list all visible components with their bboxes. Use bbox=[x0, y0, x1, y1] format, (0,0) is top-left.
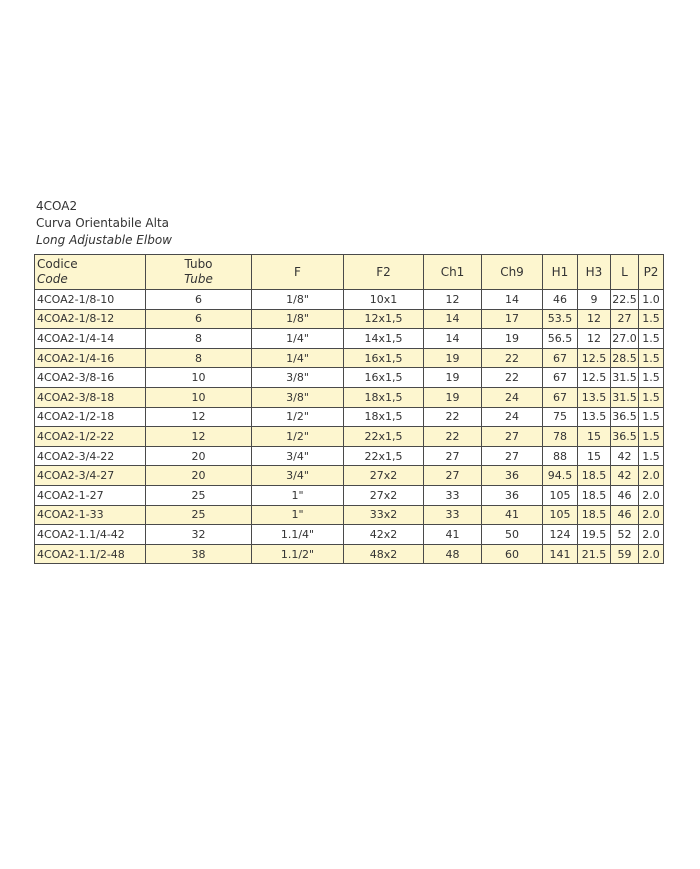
cell-ch1: 19 bbox=[424, 348, 482, 368]
cell-ch9: 36 bbox=[482, 466, 543, 486]
table-row bbox=[35, 329, 664, 349]
cell-tube: 32 bbox=[146, 525, 252, 545]
cell-code: 4COA2-1/2-22 bbox=[35, 427, 146, 447]
cell-p2: 1.0 bbox=[639, 290, 664, 310]
cell-ch1: 27 bbox=[424, 446, 482, 466]
cell-f2: 27x2 bbox=[344, 485, 424, 505]
cell-f2: 18x1,5 bbox=[344, 387, 424, 407]
cell-tube: 8 bbox=[146, 329, 252, 349]
cell-l: 22.5 bbox=[611, 290, 639, 310]
cell-h1: 46 bbox=[543, 290, 578, 310]
table-row bbox=[35, 290, 664, 310]
cell-code: 4COA2-1/8-12 bbox=[35, 309, 146, 329]
cell-p2: 2.0 bbox=[639, 505, 664, 525]
cell-ch1: 41 bbox=[424, 525, 482, 545]
table-row bbox=[35, 348, 664, 368]
cell-f: 3/4" bbox=[252, 466, 344, 486]
cell-tube: 25 bbox=[146, 505, 252, 525]
cell-l: 36.5 bbox=[611, 407, 639, 427]
table-row bbox=[35, 544, 664, 564]
header-ch1: Ch1 bbox=[424, 255, 482, 290]
cell-ch9: 50 bbox=[482, 525, 543, 545]
table-header-row bbox=[35, 255, 664, 290]
cell-l: 59 bbox=[611, 544, 639, 564]
cell-p2: 1.5 bbox=[639, 387, 664, 407]
cell-ch9: 19 bbox=[482, 329, 543, 349]
cell-h3: 9 bbox=[578, 290, 611, 310]
specification-table bbox=[34, 254, 664, 564]
cell-tube: 6 bbox=[146, 309, 252, 329]
cell-f: 1.1/2" bbox=[252, 544, 344, 564]
cell-f: 1/4" bbox=[252, 329, 344, 349]
cell-tube: 38 bbox=[146, 544, 252, 564]
table-row bbox=[35, 407, 664, 427]
cell-tube: 12 bbox=[146, 407, 252, 427]
cell-f2: 18x1,5 bbox=[344, 407, 424, 427]
header-f: F bbox=[252, 255, 344, 290]
table-row bbox=[35, 309, 664, 329]
cell-code: 4COA2-3/8-18 bbox=[35, 387, 146, 407]
cell-ch9: 14 bbox=[482, 290, 543, 310]
cell-ch1: 14 bbox=[424, 309, 482, 329]
cell-p2: 1.5 bbox=[639, 407, 664, 427]
cell-ch1: 14 bbox=[424, 329, 482, 349]
cell-ch1: 19 bbox=[424, 368, 482, 388]
cell-f2: 42x2 bbox=[344, 525, 424, 545]
cell-f: 1" bbox=[252, 485, 344, 505]
cell-ch9: 27 bbox=[482, 446, 543, 466]
cell-f2: 16x1,5 bbox=[344, 348, 424, 368]
cell-h1: 53.5 bbox=[543, 309, 578, 329]
header-l: L bbox=[611, 255, 639, 290]
cell-l: 28.5 bbox=[611, 348, 639, 368]
cell-p2: 2.0 bbox=[639, 466, 664, 486]
cell-h1: 105 bbox=[543, 485, 578, 505]
cell-f: 1.1/4" bbox=[252, 525, 344, 545]
table-row bbox=[35, 446, 664, 466]
cell-tube: 12 bbox=[146, 427, 252, 447]
cell-h1: 124 bbox=[543, 525, 578, 545]
cell-h1: 88 bbox=[543, 446, 578, 466]
product-name-english: Long Adjustable Elbow bbox=[36, 233, 172, 247]
cell-ch1: 12 bbox=[424, 290, 482, 310]
cell-ch9: 17 bbox=[482, 309, 543, 329]
cell-p2: 1.5 bbox=[639, 348, 664, 368]
cell-f2: 12x1,5 bbox=[344, 309, 424, 329]
header-ch9: Ch9 bbox=[482, 255, 543, 290]
cell-tube: 20 bbox=[146, 446, 252, 466]
cell-h1: 78 bbox=[543, 427, 578, 447]
cell-l: 36.5 bbox=[611, 427, 639, 447]
cell-ch1: 27 bbox=[424, 466, 482, 486]
cell-f2: 16x1,5 bbox=[344, 368, 424, 388]
cell-f: 1/2" bbox=[252, 407, 344, 427]
cell-code: 4COA2-1/4-14 bbox=[35, 329, 146, 349]
cell-ch1: 22 bbox=[424, 427, 482, 447]
cell-p2: 1.5 bbox=[639, 446, 664, 466]
table-row bbox=[35, 485, 664, 505]
cell-tube: 10 bbox=[146, 368, 252, 388]
cell-code: 4COA2-1/2-18 bbox=[35, 407, 146, 427]
table-row bbox=[35, 525, 664, 545]
cell-h1: 67 bbox=[543, 368, 578, 388]
cell-ch1: 48 bbox=[424, 544, 482, 564]
cell-ch1: 19 bbox=[424, 387, 482, 407]
cell-f: 1/4" bbox=[252, 348, 344, 368]
cell-h3: 18.5 bbox=[578, 466, 611, 486]
header-f2: F2 bbox=[344, 255, 424, 290]
product-heading bbox=[36, 198, 172, 249]
table-body bbox=[35, 290, 664, 564]
cell-code: 4COA2-1.1/2-48 bbox=[35, 544, 146, 564]
cell-h1: 67 bbox=[543, 348, 578, 368]
cell-l: 42 bbox=[611, 466, 639, 486]
cell-tube: 25 bbox=[146, 485, 252, 505]
cell-ch9: 22 bbox=[482, 348, 543, 368]
cell-p2: 1.5 bbox=[639, 329, 664, 349]
cell-f: 3/8" bbox=[252, 387, 344, 407]
cell-l: 46 bbox=[611, 485, 639, 505]
cell-f2: 48x2 bbox=[344, 544, 424, 564]
cell-l: 31.5 bbox=[611, 387, 639, 407]
cell-code: 4COA2-1-27 bbox=[35, 485, 146, 505]
cell-p2: 2.0 bbox=[639, 525, 664, 545]
cell-f: 3/8" bbox=[252, 368, 344, 388]
header-h1: H1 bbox=[543, 255, 578, 290]
table-row bbox=[35, 368, 664, 388]
table-row bbox=[35, 505, 664, 525]
cell-tube: 6 bbox=[146, 290, 252, 310]
cell-code: 4COA2-3/4-27 bbox=[35, 466, 146, 486]
cell-p2: 1.5 bbox=[639, 427, 664, 447]
cell-f2: 10x1 bbox=[344, 290, 424, 310]
cell-f: 1/2" bbox=[252, 427, 344, 447]
cell-f2: 27x2 bbox=[344, 466, 424, 486]
cell-h3: 18.5 bbox=[578, 485, 611, 505]
cell-ch9: 24 bbox=[482, 407, 543, 427]
table-row bbox=[35, 466, 664, 486]
cell-h3: 13.5 bbox=[578, 387, 611, 407]
cell-l: 42 bbox=[611, 446, 639, 466]
cell-h3: 15 bbox=[578, 427, 611, 447]
product-name-italian: Curva Orientabile Alta bbox=[36, 216, 170, 230]
cell-f2: 14x1,5 bbox=[344, 329, 424, 349]
cell-l: 27.0 bbox=[611, 329, 639, 349]
cell-l: 46 bbox=[611, 505, 639, 525]
header-p2: P2 bbox=[639, 255, 664, 290]
cell-code: 4COA2-1/8-10 bbox=[35, 290, 146, 310]
cell-ch1: 33 bbox=[424, 505, 482, 525]
cell-f: 1" bbox=[252, 505, 344, 525]
cell-f2: 22x1,5 bbox=[344, 427, 424, 447]
cell-p2: 1.5 bbox=[639, 309, 664, 329]
cell-l: 27 bbox=[611, 309, 639, 329]
header-code bbox=[35, 255, 146, 290]
cell-tube: 10 bbox=[146, 387, 252, 407]
cell-h3: 12 bbox=[578, 309, 611, 329]
cell-f: 3/4" bbox=[252, 446, 344, 466]
cell-code: 4COA2-3/4-22 bbox=[35, 446, 146, 466]
cell-tube: 8 bbox=[146, 348, 252, 368]
cell-code: 4COA2-1/4-16 bbox=[35, 348, 146, 368]
cell-ch1: 22 bbox=[424, 407, 482, 427]
header-tube-it: Tubo bbox=[184, 257, 213, 271]
cell-f: 1/8" bbox=[252, 290, 344, 310]
header-h3: H3 bbox=[578, 255, 611, 290]
cell-ch9: 41 bbox=[482, 505, 543, 525]
cell-ch1: 33 bbox=[424, 485, 482, 505]
cell-h3: 21.5 bbox=[578, 544, 611, 564]
cell-f2: 22x1,5 bbox=[344, 446, 424, 466]
table-row bbox=[35, 387, 664, 407]
cell-code: 4COA2-1-33 bbox=[35, 505, 146, 525]
cell-h1: 56.5 bbox=[543, 329, 578, 349]
cell-h3: 15 bbox=[578, 446, 611, 466]
header-code-en: Code bbox=[37, 272, 68, 286]
cell-ch9: 24 bbox=[482, 387, 543, 407]
cell-p2: 2.0 bbox=[639, 544, 664, 564]
cell-h3: 12.5 bbox=[578, 348, 611, 368]
header-tube bbox=[146, 255, 252, 290]
cell-ch9: 60 bbox=[482, 544, 543, 564]
cell-code: 4COA2-3/8-16 bbox=[35, 368, 146, 388]
cell-ch9: 22 bbox=[482, 368, 543, 388]
cell-h1: 75 bbox=[543, 407, 578, 427]
header-tube-en: Tube bbox=[184, 272, 213, 286]
cell-ch9: 36 bbox=[482, 485, 543, 505]
cell-f2: 33x2 bbox=[344, 505, 424, 525]
cell-h1: 141 bbox=[543, 544, 578, 564]
table-row bbox=[35, 427, 664, 447]
cell-h1: 94.5 bbox=[543, 466, 578, 486]
cell-h3: 13.5 bbox=[578, 407, 611, 427]
cell-l: 31.5 bbox=[611, 368, 639, 388]
header-code-it: Codice bbox=[37, 257, 78, 271]
cell-h1: 67 bbox=[543, 387, 578, 407]
cell-h3: 18.5 bbox=[578, 505, 611, 525]
cell-code: 4COA2-1.1/4-42 bbox=[35, 525, 146, 545]
cell-h3: 12 bbox=[578, 329, 611, 349]
cell-ch9: 27 bbox=[482, 427, 543, 447]
cell-h3: 19.5 bbox=[578, 525, 611, 545]
cell-l: 52 bbox=[611, 525, 639, 545]
cell-p2: 1.5 bbox=[639, 368, 664, 388]
cell-f: 1/8" bbox=[252, 309, 344, 329]
cell-tube: 20 bbox=[146, 466, 252, 486]
cell-h1: 105 bbox=[543, 505, 578, 525]
cell-h3: 12.5 bbox=[578, 368, 611, 388]
cell-p2: 2.0 bbox=[639, 485, 664, 505]
product-code: 4COA2 bbox=[36, 199, 78, 213]
